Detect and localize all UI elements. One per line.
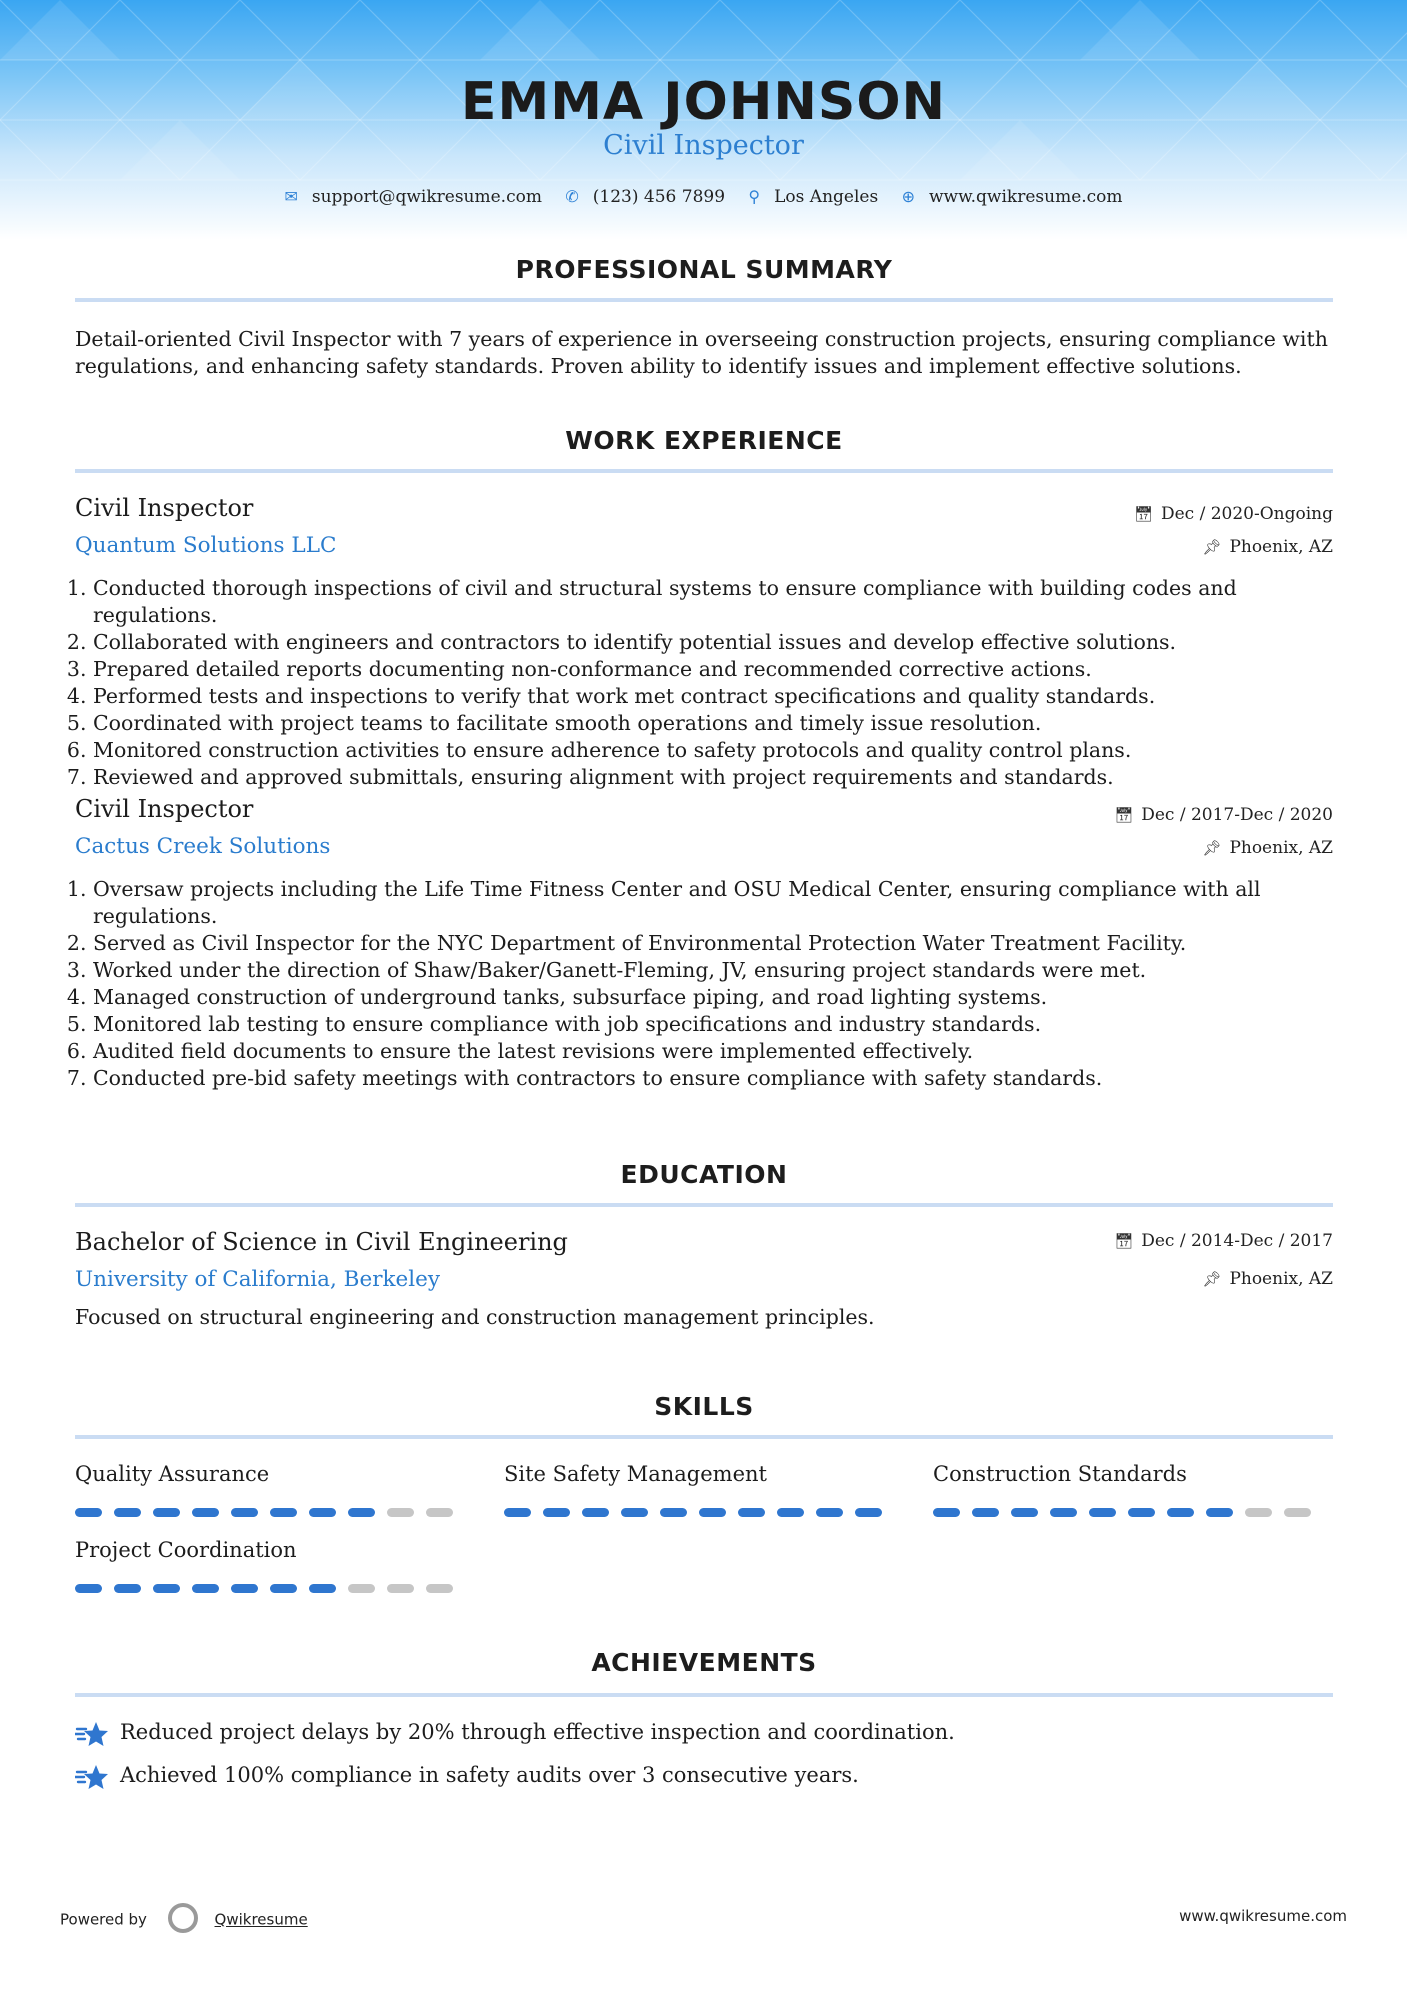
skill-dot-filled bbox=[114, 1508, 141, 1517]
skill-dot-filled bbox=[1050, 1508, 1077, 1517]
skills-heading: SKILLS bbox=[654, 1392, 754, 1421]
education-dates bbox=[1114, 1231, 1333, 1251]
list-item: 2. Served as Civil Inspector for the NYC Department of Environmental Protection Water Treatment Facility. bbox=[93, 930, 1308, 957]
pin-icon: 📌︎ bbox=[1202, 839, 1222, 857]
skill-dot-filled bbox=[348, 1508, 375, 1517]
list-item: 5. Monitored lab testing to ensure compliance with job specifications and industry standards. bbox=[93, 1011, 1308, 1038]
list-item: 3. Worked under the direction of Shaw/Baker/Ganett-Fleming, JV, ensuring project standards were met. bbox=[93, 957, 1308, 984]
skill-dot-filled bbox=[309, 1508, 336, 1517]
list-item: 7. Reviewed and approved submittals, ensuring alignment with project requirements and standards. bbox=[93, 764, 1363, 791]
skill-rating bbox=[933, 1508, 1313, 1517]
calendar-icon: 📅︎ bbox=[1133, 505, 1153, 523]
pin-icon: 📌︎ bbox=[1202, 538, 1222, 556]
skill-dot-filled bbox=[309, 1584, 336, 1593]
list-item: 7. Conducted pre-bid safety meetings with contractors to ensure compliance with safety standards. bbox=[93, 1065, 1308, 1092]
experience-divider bbox=[75, 469, 1333, 473]
contact-phone[interactable] bbox=[565, 187, 725, 207]
website-text: www.qwikresume.com bbox=[929, 187, 1123, 207]
skill-dot-filled bbox=[582, 1508, 609, 1517]
skill-dot-empty bbox=[348, 1584, 375, 1593]
skill-dot-filled bbox=[504, 1508, 531, 1517]
skill-label: Construction Standards bbox=[933, 1462, 1187, 1486]
candidate-role: Civil Inspector bbox=[603, 130, 804, 161]
skill-dot-filled bbox=[153, 1508, 180, 1517]
summary-heading: PROFESSIONAL SUMMARY bbox=[515, 255, 893, 284]
map-marker-icon: ⚲ bbox=[748, 187, 761, 206]
email-text: support@qwikresume.com bbox=[311, 187, 542, 207]
job-bullets bbox=[75, 876, 1308, 1092]
skill-label: Site Safety Management bbox=[504, 1462, 767, 1486]
skill-dot-empty bbox=[426, 1584, 453, 1593]
skill-dot-empty bbox=[426, 1508, 453, 1517]
achievement-text: Reduced project delays by 20% through effective inspection and coordination. bbox=[120, 1720, 955, 1744]
school-name: University of California, Berkeley bbox=[75, 1267, 440, 1292]
skill-dot-filled bbox=[933, 1508, 960, 1517]
star-icon bbox=[75, 1763, 109, 1793]
skill-dot-filled bbox=[1089, 1508, 1116, 1517]
envelope-icon: ✉ bbox=[284, 187, 298, 206]
skill-dot-filled bbox=[816, 1508, 843, 1517]
job-dates-text: Dec / 2017-Dec / 2020 bbox=[1141, 805, 1333, 825]
job-company: Cactus Creek Solutions bbox=[75, 834, 331, 859]
skill-dot-filled bbox=[1011, 1508, 1038, 1517]
phone-icon: ✆ bbox=[565, 187, 579, 206]
location-text: Los Angeles bbox=[774, 187, 879, 207]
skill-dot-filled bbox=[621, 1508, 648, 1517]
job-dates-text: Dec / 2020-Ongoing bbox=[1160, 504, 1333, 524]
education-location bbox=[1202, 1269, 1333, 1289]
job-dates bbox=[1114, 805, 1333, 825]
skill-dot-filled bbox=[192, 1584, 219, 1593]
education-divider bbox=[75, 1203, 1333, 1207]
job-company: Quantum Solutions LLC bbox=[75, 533, 337, 558]
powered-by-label: Powered by bbox=[60, 1910, 147, 1929]
skill-dot-filled bbox=[738, 1508, 765, 1517]
skill-dot-filled bbox=[699, 1508, 726, 1517]
skill-dot-filled bbox=[270, 1508, 297, 1517]
skill-construction-standards bbox=[933, 1462, 1313, 1486]
experience-heading: WORK EXPERIENCE bbox=[565, 426, 843, 455]
job-location-text: Phoenix, AZ bbox=[1229, 537, 1333, 557]
skill-rating bbox=[504, 1508, 884, 1517]
list-item: 5. Coordinated with project teams to facilitate smooth operations and timely issue resolution. bbox=[93, 710, 1363, 737]
skill-site-safety-management bbox=[504, 1462, 884, 1486]
skill-dot-filled bbox=[855, 1508, 882, 1517]
list-item: 4. Performed tests and inspections to verify that work met contract specifications and quality standards. bbox=[93, 683, 1363, 710]
skill-dot-filled bbox=[1128, 1508, 1155, 1517]
footer-website[interactable]: www.qwikresume.com bbox=[1179, 1907, 1347, 1925]
job-bullets bbox=[75, 575, 1363, 791]
skill-label: Quality Assurance bbox=[75, 1462, 270, 1486]
job-dates bbox=[1134, 504, 1333, 524]
education-description: Focused on structural engineering and construction management principles. bbox=[75, 1305, 875, 1329]
skill-rating bbox=[75, 1508, 455, 1517]
star-icon bbox=[75, 1720, 109, 1750]
skills-divider bbox=[75, 1435, 1333, 1439]
job-location-text: Phoenix, AZ bbox=[1229, 838, 1333, 858]
job-location bbox=[1202, 537, 1333, 557]
education-location-text: Phoenix, AZ bbox=[1229, 1269, 1333, 1289]
list-item: 6. Monitored construction activities to ensure adherence to safety protocols and quality control plans. bbox=[93, 737, 1363, 764]
skill-dot-filled bbox=[231, 1508, 258, 1517]
skill-dot-empty bbox=[1284, 1508, 1311, 1517]
candidate-name: EMMA JOHNSON bbox=[460, 72, 947, 132]
skill-quality-assurance bbox=[75, 1462, 455, 1486]
list-item: 1. Oversaw projects including the Life Time Fitness Center and OSU Medical Center, ensuring compliance with all regulations. bbox=[93, 876, 1308, 930]
job-location bbox=[1202, 838, 1333, 858]
list-item: 4. Managed construction of underground tanks, subsurface piping, and road lighting systems. bbox=[93, 984, 1308, 1011]
contact-website[interactable] bbox=[902, 187, 1123, 207]
skill-dot-filled bbox=[75, 1584, 102, 1593]
skill-dot-filled bbox=[153, 1584, 180, 1593]
pin-icon: 📌︎ bbox=[1202, 1270, 1222, 1288]
skill-dot-filled bbox=[660, 1508, 687, 1517]
achievement-text: Achieved 100% compliance in safety audits over 3 consecutive years. bbox=[120, 1763, 859, 1787]
qwikresume-logo-icon bbox=[168, 1903, 198, 1933]
calendar-icon: 📅︎ bbox=[1114, 1232, 1134, 1250]
skill-dot-empty bbox=[1245, 1508, 1272, 1517]
degree-title: Bachelor of Science in Civil Engineering bbox=[75, 1228, 568, 1256]
job-title: Civil Inspector bbox=[75, 494, 254, 522]
skill-dot-filled bbox=[972, 1508, 999, 1517]
summary-text: Detail-oriented Civil Inspector with 7 years of experience in overseeing construction projects, ensuring compliance with regulations, and enhancing safety standards. Proven ability to identify issues and implement effective solutions. bbox=[75, 327, 1328, 378]
education-dates-text: Dec / 2014-Dec / 2017 bbox=[1141, 1231, 1333, 1251]
skill-dot-filled bbox=[75, 1508, 102, 1517]
list-item: 3. Prepared detailed reports documenting non-conformance and recommended corrective actions. bbox=[93, 656, 1363, 683]
brand-link[interactable]: Qwikresume bbox=[214, 1910, 308, 1929]
skill-dot-filled bbox=[543, 1508, 570, 1517]
skill-dot-filled bbox=[1167, 1508, 1194, 1517]
skill-dot-filled bbox=[270, 1584, 297, 1593]
calendar-icon: 📅︎ bbox=[1114, 806, 1134, 824]
skill-dot-filled bbox=[231, 1584, 258, 1593]
list-item: 6. Audited field documents to ensure the latest revisions were implemented effectively. bbox=[93, 1038, 1308, 1065]
list-item: 1. Conducted thorough inspections of civil and structural systems to ensure compliance with building codes and regulations. bbox=[93, 575, 1363, 629]
skill-dot-filled bbox=[777, 1508, 804, 1517]
summary-divider bbox=[75, 298, 1333, 302]
skill-dot-empty bbox=[387, 1508, 414, 1517]
skill-dot-filled bbox=[114, 1584, 141, 1593]
skill-dot-empty bbox=[387, 1584, 414, 1593]
footer-powered-by bbox=[60, 1905, 308, 1935]
achievements-divider bbox=[75, 1693, 1333, 1697]
list-item: 2. Collaborated with engineers and contractors to identify potential issues and develop effective solutions. bbox=[93, 629, 1363, 656]
skill-project-coordination bbox=[75, 1538, 455, 1562]
contact-bar bbox=[0, 187, 1407, 207]
skill-label: Project Coordination bbox=[75, 1538, 297, 1562]
education-heading: EDUCATION bbox=[620, 1160, 788, 1189]
skill-rating bbox=[75, 1584, 455, 1593]
contact-location bbox=[748, 187, 878, 207]
contact-email[interactable] bbox=[284, 187, 542, 207]
job-title: Civil Inspector bbox=[75, 795, 254, 823]
skill-dot-filled bbox=[1206, 1508, 1233, 1517]
skill-dot-filled bbox=[192, 1508, 219, 1517]
achievements-heading: ACHIEVEMENTS bbox=[591, 1648, 817, 1677]
globe-icon: ⊕ bbox=[901, 187, 915, 206]
phone-text: (123) 456 7899 bbox=[592, 187, 726, 207]
